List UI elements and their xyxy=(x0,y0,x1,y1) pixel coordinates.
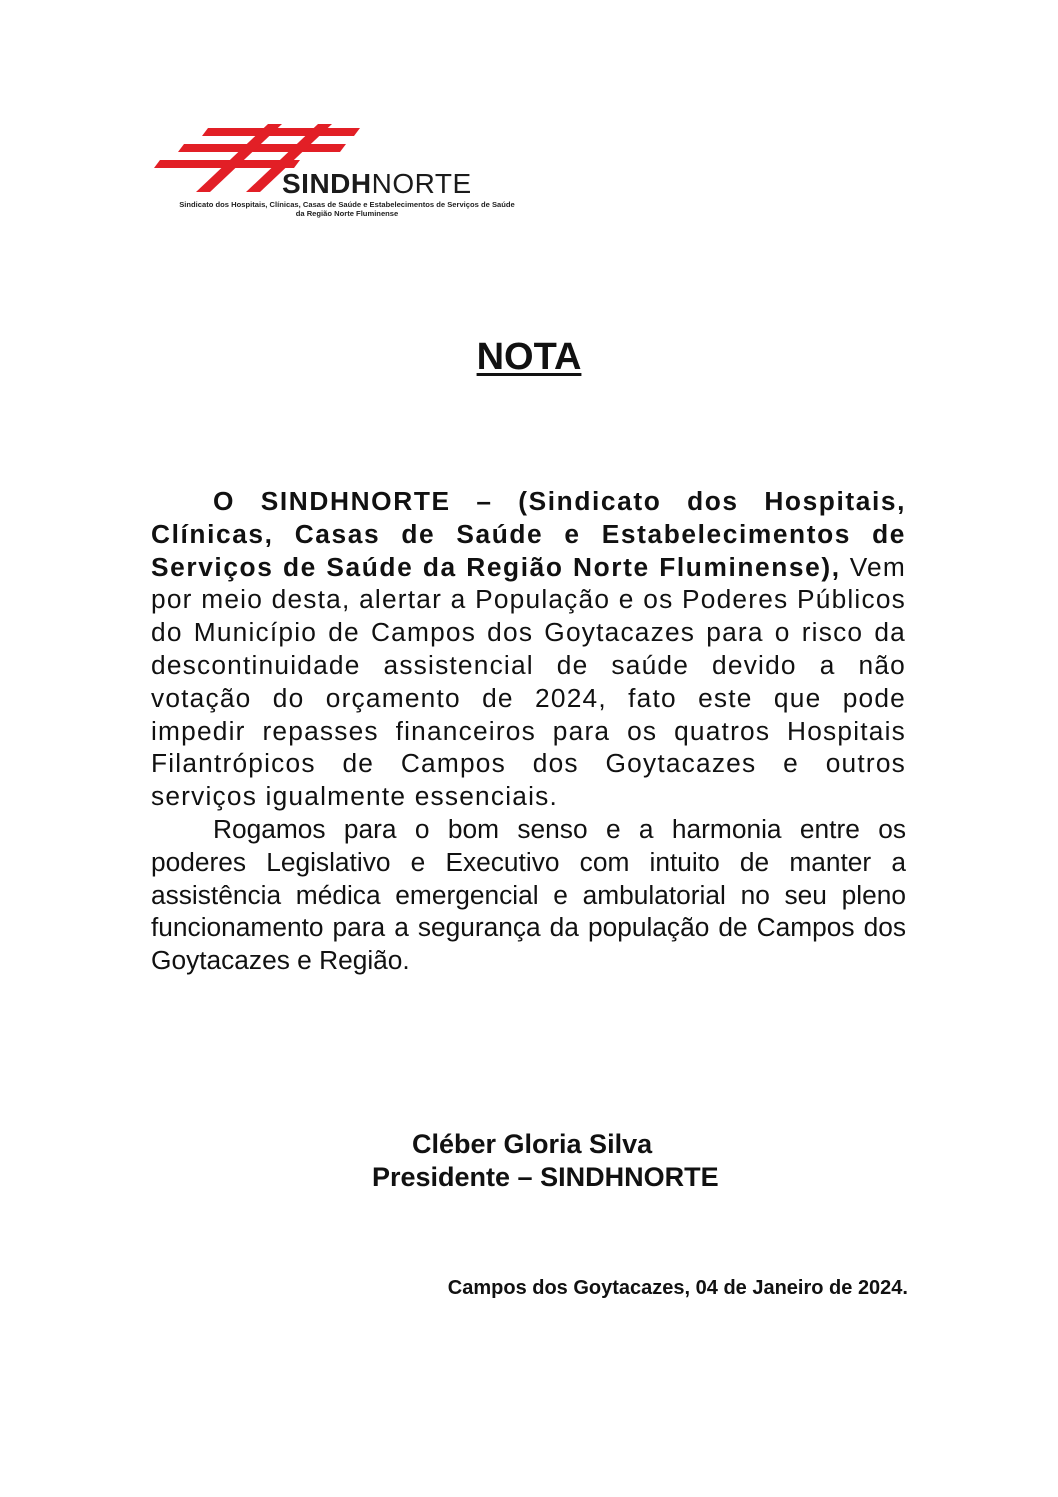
logo-subtitle-line2: da Região Norte Fluminense xyxy=(295,209,399,218)
dateline: Campos dos Goytacazes, 04 de Janeiro de 2024. xyxy=(447,1277,908,1299)
page-title: NOTA xyxy=(476,336,582,378)
logo-wordmark xyxy=(282,170,472,198)
signatory-name: Cléber Gloria Silva xyxy=(412,1129,653,1159)
paragraph-2 xyxy=(151,813,906,977)
logo-subtitle-line1: Sindicato dos Hospitais, Clínicas, Casas de Saúde e Estabelecimentos de Serviços de Saúde xyxy=(179,200,515,209)
paragraph-1-rest: Vem por meio desta, alertar a População e os Poderes Públicos do Município de Campos dos Goytacazes para o risco da descontinuidade assistencial de saúde devido a não votação do orçamento de 2024, fato este que pode impedir repasses financeiros para os quatros Hospitais Filantrópicos de Campos dos Goytacazes e outros serviços igualmente essenciais. xyxy=(151,551,906,812)
logo-wordmark-bold: SINDH xyxy=(282,168,372,199)
signatory-role: Presidente – SINDHNORTE xyxy=(372,1162,719,1192)
sindhnorte-logo xyxy=(150,122,550,222)
note-body xyxy=(151,485,906,977)
logo-subtitle xyxy=(154,200,540,218)
paragraph-1 xyxy=(151,485,906,813)
paragraph-1-lead: O SINDHNORTE – (Sindicato dos Hospitais, Clínicas, Casas de Saúde e Estabelecimentos de Serviços de Saúde da Região Norte Fluminense), xyxy=(151,486,906,582)
logo-wordmark-light: NORTE xyxy=(371,168,472,199)
paragraph-2-text: Rogamos para o bom senso e a harmonia entre os poderes Legislativo e Executivo com intuito de manter a assistência médica emergencial e ambulatorial no seu pleno funcionamento para a segurança da população de Campos dos Goytacazes e Região. xyxy=(151,813,906,976)
signature-block xyxy=(330,1128,780,1194)
